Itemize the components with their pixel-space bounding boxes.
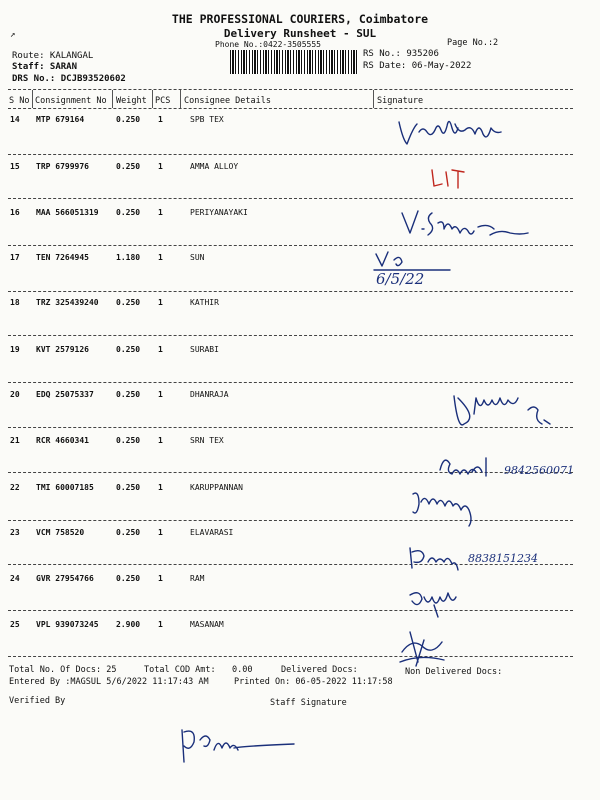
row-sno: 23 bbox=[10, 528, 20, 537]
row-consignee: MASANAM bbox=[190, 620, 224, 629]
document-title: Delivery Runsheet - SUL bbox=[223, 27, 377, 40]
row-weight: 0.250 bbox=[116, 483, 141, 492]
signature-row-14 bbox=[395, 110, 515, 152]
drs-number: DRS No.: DCJB93520602 bbox=[12, 74, 126, 84]
row-consignee: DHANRAJA bbox=[190, 390, 229, 399]
handwritten-phone: 8838151234 bbox=[468, 552, 538, 565]
row-sno: 15 bbox=[10, 162, 20, 171]
non-delivered-docs: Non Delivered Docs: bbox=[405, 667, 503, 677]
row-sno: 18 bbox=[10, 298, 20, 307]
row-weight: 2.900 bbox=[116, 620, 141, 629]
row-sno: 16 bbox=[10, 208, 20, 217]
row-consignee: AMMA ALLOY bbox=[190, 162, 239, 171]
row-consignment: KVT 2579126 bbox=[36, 345, 89, 354]
col-rule bbox=[373, 90, 374, 108]
phone-number: Phone No.:0422-3505555 bbox=[215, 40, 321, 49]
row-consignee: SPB TEX bbox=[190, 115, 224, 124]
delivered-docs: Delivered Docs: bbox=[281, 665, 358, 675]
signature-row-15 bbox=[428, 166, 468, 192]
row-divider bbox=[8, 198, 573, 199]
row-weight: 0.250 bbox=[116, 436, 141, 445]
divider bbox=[8, 108, 573, 109]
col-rule bbox=[112, 90, 113, 108]
divider bbox=[8, 89, 573, 90]
row-consignment: GVR 27954766 bbox=[36, 574, 94, 583]
row-consignment: RCR 4660341 bbox=[36, 436, 89, 445]
row-pcs: 1 bbox=[158, 115, 163, 124]
rs-date: RS Date: 06-May-2022 bbox=[363, 61, 472, 71]
total-cod-value: 0.00 bbox=[232, 665, 253, 675]
row-sno: 22 bbox=[10, 483, 20, 492]
row-weight: 0.250 bbox=[116, 208, 141, 217]
row-sno: 19 bbox=[10, 345, 20, 354]
col-rule bbox=[180, 90, 181, 108]
row-consignee: SURABI bbox=[190, 345, 219, 354]
entered-by: Entered By :MAGSUL 5/6/2022 11:17:43 AM bbox=[9, 677, 209, 687]
row-sno: 25 bbox=[10, 620, 20, 629]
row-pcs: 1 bbox=[158, 574, 163, 583]
row-weight: 0.250 bbox=[116, 390, 141, 399]
row-divider bbox=[8, 382, 573, 383]
row-pcs: 1 bbox=[158, 390, 163, 399]
row-consignee: ELAVARASI bbox=[190, 528, 234, 537]
route: Route: KALANGAL bbox=[12, 51, 94, 61]
total-cod-label: Total COD Amt: bbox=[144, 665, 216, 675]
row-pcs: 1 bbox=[158, 162, 163, 171]
row-sno: 17 bbox=[10, 253, 20, 262]
row-divider bbox=[8, 154, 573, 155]
row-sno: 21 bbox=[10, 436, 20, 445]
staff-signature-label: Staff Signature bbox=[270, 698, 347, 708]
row-pcs: 1 bbox=[158, 436, 163, 445]
barcode-icon bbox=[230, 50, 358, 74]
row-weight: 0.250 bbox=[116, 298, 141, 307]
row-consignee: PERIYANAYAKI bbox=[190, 208, 248, 217]
staff-signature bbox=[170, 722, 300, 766]
row-weight: 0.250 bbox=[116, 345, 141, 354]
col-pcs: PCS bbox=[155, 96, 171, 106]
col-weight: Weight bbox=[116, 96, 147, 106]
col-signature: Signature bbox=[377, 96, 424, 106]
signature-row-21 bbox=[436, 450, 506, 482]
page-number: Page No.:2 bbox=[447, 38, 499, 48]
col-sno: S No bbox=[9, 96, 30, 106]
row-consignment: TRP 6799976 bbox=[36, 162, 89, 171]
signature-row-20 bbox=[448, 390, 558, 434]
rs-number: RS No.: 935206 bbox=[363, 49, 439, 59]
row-sno: 24 bbox=[10, 574, 20, 583]
col-consignee: Consignee Details bbox=[184, 96, 271, 106]
row-divider bbox=[8, 291, 573, 292]
printed-on: Printed On: 06-05-2022 11:17:58 bbox=[234, 677, 393, 687]
row-divider bbox=[8, 520, 573, 521]
handwritten-date: 6/5/22 bbox=[376, 270, 425, 288]
col-rule bbox=[32, 90, 33, 108]
row-consignment: TEN 7264945 bbox=[36, 253, 89, 262]
row-pcs: 1 bbox=[158, 620, 163, 629]
row-consignment: MTP 679164 bbox=[36, 115, 85, 124]
row-weight: 0.250 bbox=[116, 528, 141, 537]
row-divider bbox=[8, 610, 573, 611]
row-divider bbox=[8, 335, 573, 336]
row-sno: 14 bbox=[10, 115, 20, 124]
row-consignee: RAM bbox=[190, 574, 205, 583]
row-consignment: EDQ 25075337 bbox=[36, 390, 94, 399]
signature-row-23 bbox=[404, 542, 464, 574]
row-consignment: VPL 939073245 bbox=[36, 620, 99, 629]
row-consignment: MAA 566051319 bbox=[36, 208, 99, 217]
row-weight: 1.180 bbox=[116, 253, 141, 262]
row-pcs: 1 bbox=[158, 528, 163, 537]
total-docs: Total No. Of Docs: 25 bbox=[9, 665, 117, 675]
signature-row-16 bbox=[398, 205, 538, 247]
staff: Staff: SARAN bbox=[12, 62, 78, 72]
row-weight: 0.250 bbox=[116, 574, 141, 583]
row-pcs: 1 bbox=[158, 298, 163, 307]
row-consignment: TMI 60007185 bbox=[36, 483, 94, 492]
row-consignment: VCM 758520 bbox=[36, 528, 85, 537]
row-pcs: 1 bbox=[158, 253, 163, 262]
row-pcs: 1 bbox=[158, 483, 163, 492]
row-consignee: KATHIR bbox=[190, 298, 219, 307]
row-consignee: SRN TEX bbox=[190, 436, 224, 445]
row-weight: 0.250 bbox=[116, 115, 141, 124]
signature-row-24 bbox=[404, 585, 464, 619]
col-consignment: Consignment No bbox=[35, 96, 107, 106]
signature-row-22 bbox=[405, 484, 485, 524]
corner-mark-icon: ↗ bbox=[10, 30, 16, 40]
row-consignment: TRZ 325439240 bbox=[36, 298, 99, 307]
col-rule bbox=[152, 90, 153, 108]
row-consignee: KARUPPANNAN bbox=[190, 483, 243, 492]
row-weight: 0.250 bbox=[116, 162, 141, 171]
handwritten-phone: 9842560071 bbox=[504, 464, 574, 477]
row-sno: 20 bbox=[10, 390, 20, 399]
row-pcs: 1 bbox=[158, 345, 163, 354]
verified-by: Verified By bbox=[9, 696, 66, 706]
row-consignee: SUN bbox=[190, 253, 205, 262]
signature-row-25 bbox=[396, 622, 456, 670]
row-divider bbox=[8, 656, 573, 657]
row-pcs: 1 bbox=[158, 208, 163, 217]
company-title: THE PROFESSIONAL COURIERS, Coimbatore bbox=[171, 12, 429, 26]
